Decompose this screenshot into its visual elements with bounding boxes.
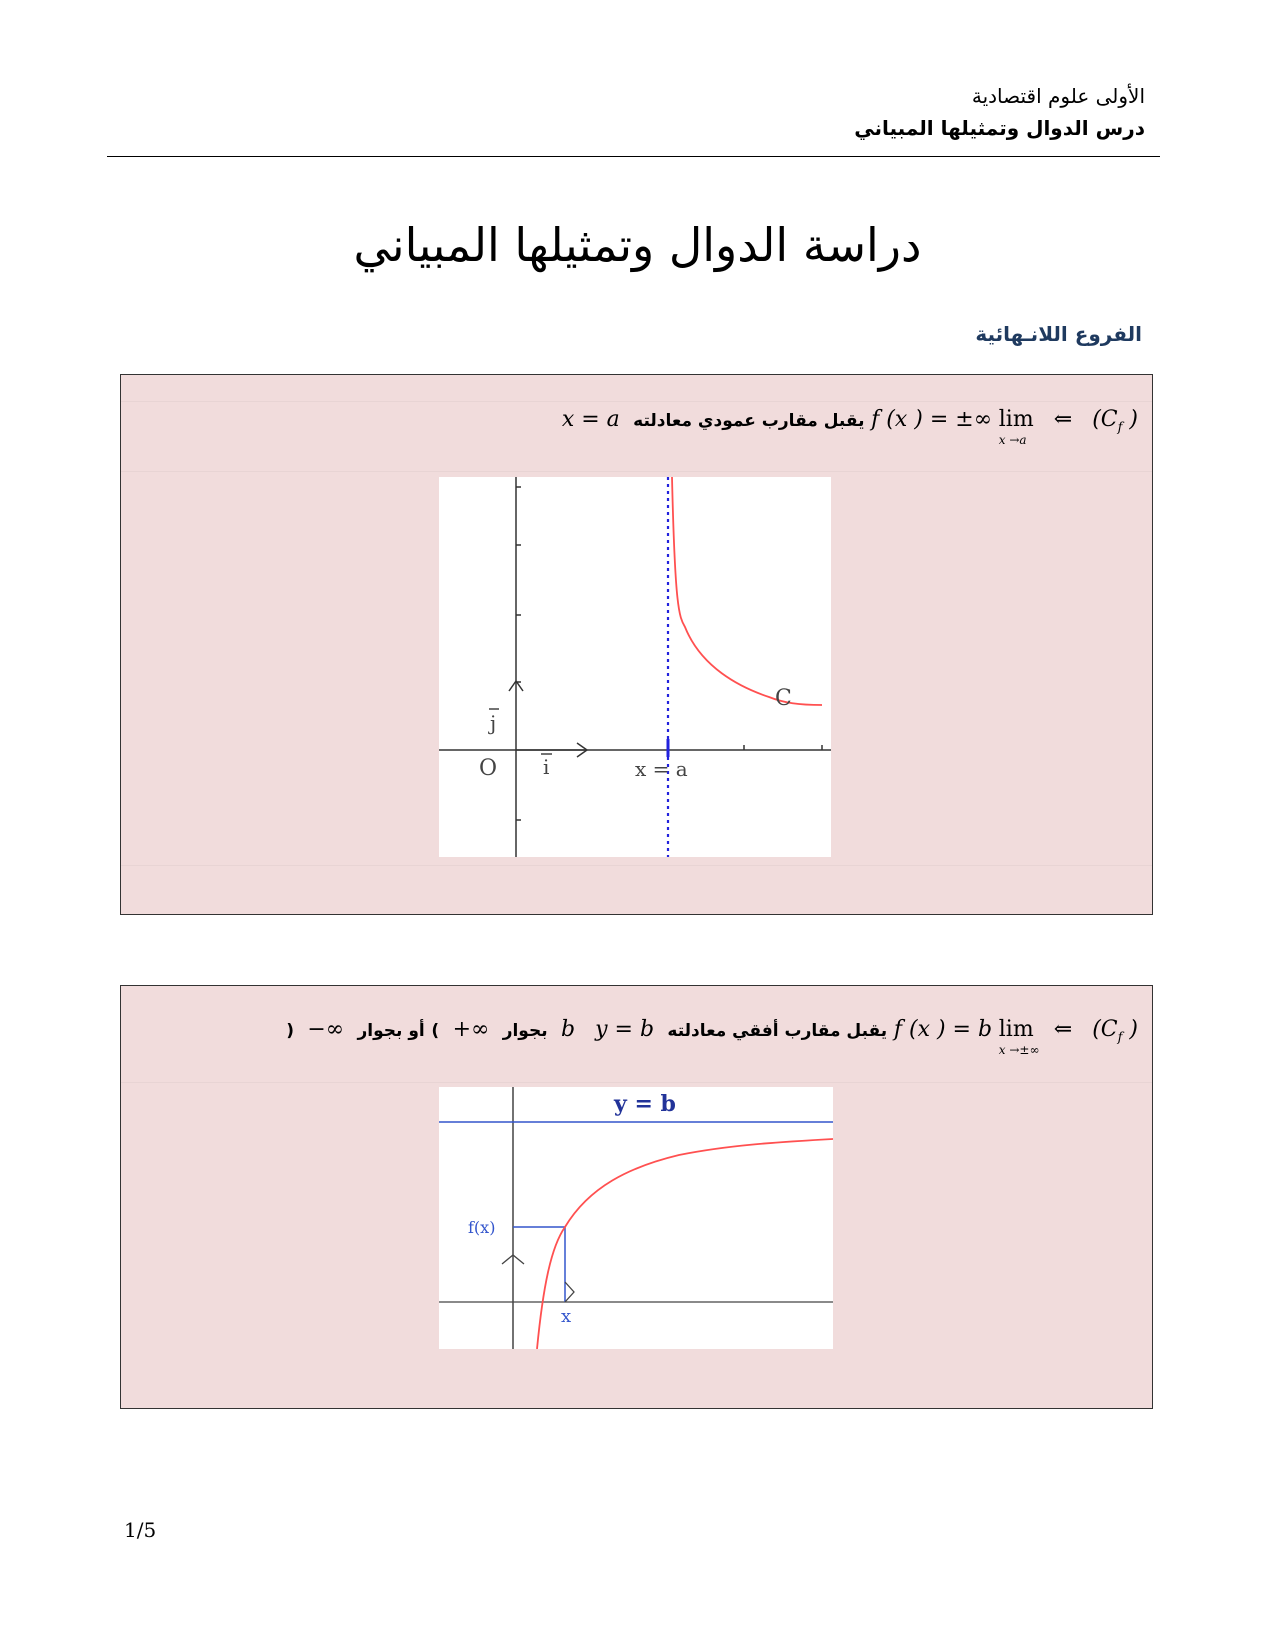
curve-label: C [775,686,792,711]
header-course-level: الأولى علوم اقتصادية [971,84,1145,108]
page-title: دراسة الدوال وتمثيلها المبياني [353,218,922,272]
curve-symbol: ($C_f$ ) [1092,1017,1138,1046]
horizontal-asymptote-equation-b: b [560,1017,576,1042]
asymptote-label: x = a [635,757,688,781]
fx-label: f(x) [468,1218,496,1237]
horizontal-asymptote-text: يقبل مقارب أفقي معادلته [667,1021,888,1041]
curve-symbol: ($C_f$ ) [1092,407,1138,436]
curve-name: (C [1092,407,1118,432]
or-near-text: أو بجوار [357,1021,425,1041]
paren-open: ) [431,1021,440,1041]
page-number: 1/5 [124,1518,157,1542]
horizontal-asymptote-graph [439,1087,833,1349]
section-heading: الفروع اللانـهائية [975,322,1142,346]
horizontal-asymptote-box [120,985,1153,1409]
paren-close: ( [286,1021,295,1041]
minus-infinity: −∞ [307,1017,345,1042]
lim-expression: f (x ) = b [893,1017,993,1042]
vertical-asymptote-box [120,374,1153,915]
horizontal-asymptote-rule [286,1017,1138,1057]
vertical-asymptote-rule [561,407,1138,447]
lim-text: lim [998,407,1034,432]
limit-subscript: x →±∞ [998,1043,1040,1057]
horizontal-asymptote-figure [439,1087,833,1349]
vertical-asymptote-text: يقبل مقارب عمودي معادلته [633,411,865,431]
curve-subscript: f [1117,420,1123,436]
implies-arrow: ⇐ [1053,407,1073,432]
x-label: x [561,1306,572,1327]
curve-c [672,477,822,705]
x-axis-arrow [565,1282,574,1302]
horizontal-asymptote-equation: y = b [595,1017,655,1042]
vertical-asymptote-equation: x = a [561,407,620,432]
lim-expression: f (x ) = ±∞ [871,407,993,432]
header-lesson-title: درس الدوال وتمثيلها المبياني [854,116,1145,140]
header-divider [107,156,1160,157]
vector-j-label: j [490,711,497,735]
limit-operator [998,407,1034,447]
limit-operator [998,1017,1040,1057]
vertical-asymptote-figure [439,477,831,857]
asymptote-label: y = b [614,1091,676,1117]
vertical-asymptote-graph [439,477,831,857]
near-text: بجوار [502,1021,548,1041]
vector-i-label: i [543,755,550,779]
plus-infinity: +∞ [452,1017,490,1042]
curve-name: (C [1092,1017,1118,1042]
lim-text: lim [998,1017,1034,1042]
origin-label: O [479,756,498,781]
curve-subscript: f [1117,1030,1123,1046]
implies-arrow: ⇐ [1053,1017,1073,1042]
curve-c [537,1139,833,1349]
limit-subscript: x →a [998,433,1027,447]
